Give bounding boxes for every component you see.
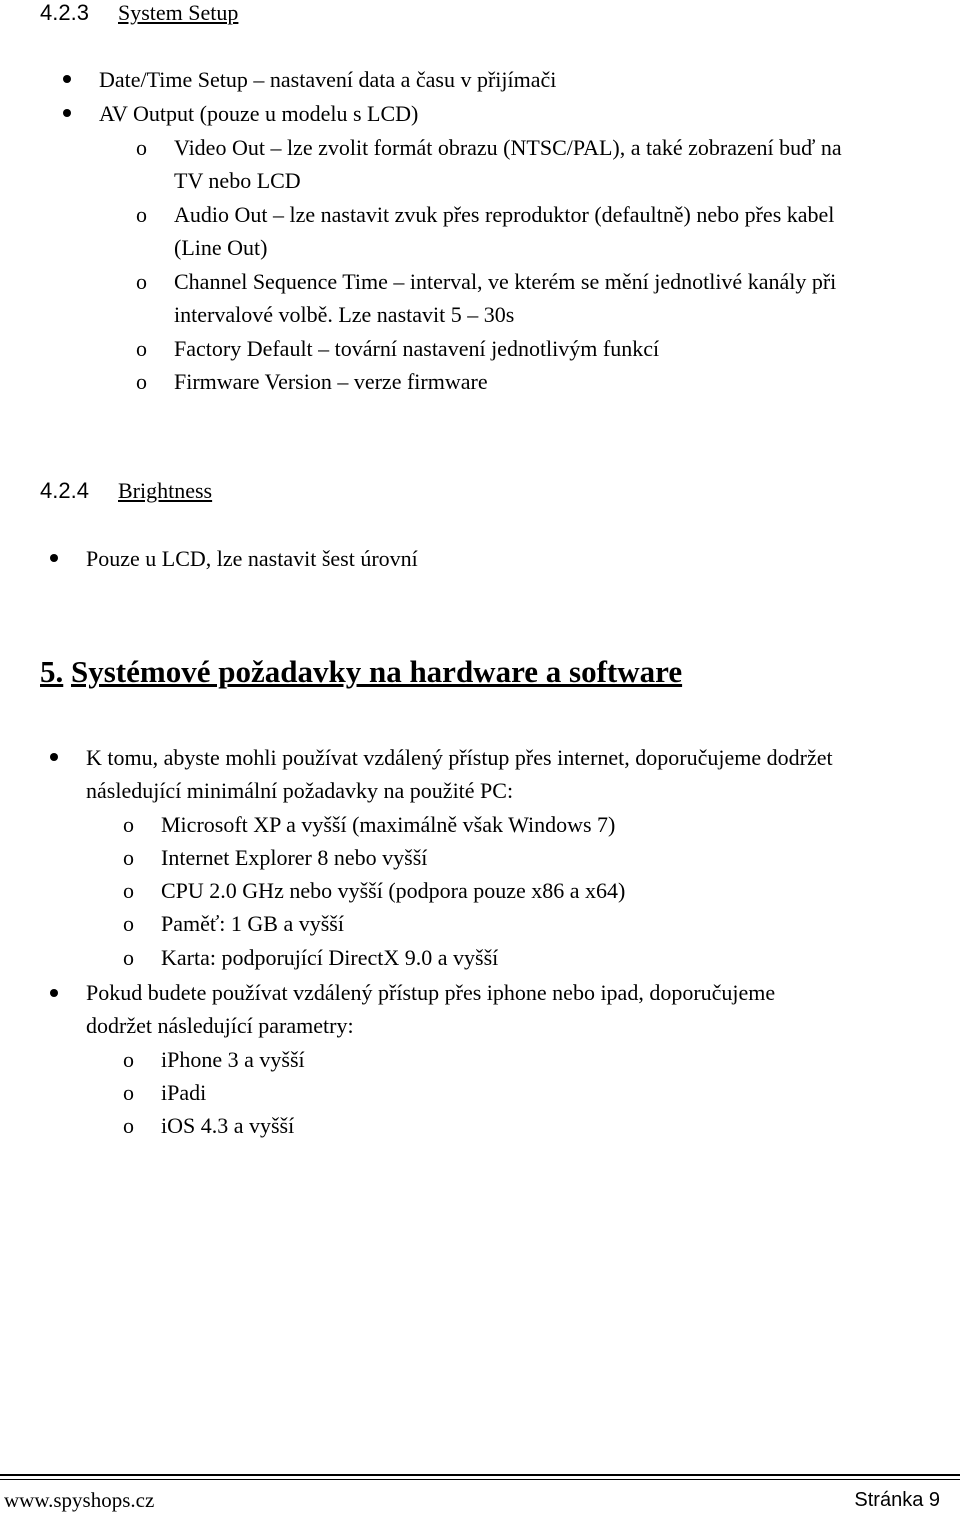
list-item: AV Output (pouze u modelu s LCD) bbox=[99, 101, 419, 126]
section-title-brightness: Brightness bbox=[118, 478, 213, 503]
sub-bullet-marker: o bbox=[136, 269, 147, 294]
section-title-system-setup: System Setup bbox=[118, 0, 239, 25]
sub-list-item-cont: (Line Out) bbox=[174, 235, 268, 260]
bullet-icon bbox=[50, 989, 58, 997]
list-item: Date/Time Setup – nastavení data a času v přijímači bbox=[99, 67, 557, 92]
sub-list-item-cont: intervalové volbě. Lze nastavit 5 – 30s bbox=[174, 302, 515, 327]
footer-page-number: Stránka 9 bbox=[854, 1489, 940, 1511]
sub-bullet-marker: o bbox=[123, 945, 134, 970]
sub-list-item-cont: TV nebo LCD bbox=[174, 168, 301, 193]
sub-bullet-marker: o bbox=[136, 336, 147, 361]
list-item: Pouze u LCD, lze nastavit šest úrovní bbox=[86, 546, 418, 571]
list-item: Pokud budete používat vzdálený přístup přes iphone nebo ipad, doporučujeme bbox=[86, 980, 776, 1005]
sub-list-item: CPU 2.0 GHz nebo vyšší (podpora pouze x86 a x64) bbox=[161, 878, 626, 903]
section-number-4-2-3: 4.2.3 bbox=[40, 0, 89, 25]
bullet-icon bbox=[63, 109, 71, 117]
chapter-title: Systémové požadavky na hardware a software bbox=[71, 654, 683, 689]
sub-list-item: iOS 4.3 a vyšší bbox=[161, 1113, 295, 1138]
sub-list-item: Video Out – lze zvolit formát obrazu (NTSC/PAL), a také zobrazení buď na bbox=[174, 135, 842, 160]
sub-bullet-marker: o bbox=[123, 1113, 134, 1138]
list-item-cont: následující minimální požadavky na použité PC: bbox=[86, 778, 514, 803]
sub-bullet-marker: o bbox=[123, 911, 134, 936]
sub-list-item: Karta: podporující DirectX 9.0 a vyšší bbox=[161, 945, 499, 970]
chapter-number: 5. bbox=[40, 654, 64, 689]
list-item: K tomu, abyste mohli používat vzdálený přístup přes internet, doporučujeme dodržet bbox=[86, 745, 833, 770]
sub-list-item: Internet Explorer 8 nebo vyšší bbox=[161, 845, 428, 870]
bullet-icon bbox=[50, 554, 58, 562]
sub-list-item: iPadi bbox=[161, 1080, 207, 1105]
sub-list-item: Audio Out – lze nastavit zvuk přes reproduktor (defaultně) nebo přes kabel bbox=[174, 202, 835, 227]
sub-bullet-marker: o bbox=[123, 1047, 134, 1072]
sub-list-item: Firmware Version – verze firmware bbox=[174, 369, 488, 394]
footer-divider-thin bbox=[0, 1479, 960, 1480]
footer-website: www.spyshops.cz bbox=[4, 1488, 155, 1512]
section-number-4-2-4: 4.2.4 bbox=[40, 478, 89, 503]
sub-list-item: Factory Default – tovární nastavení jednotlivým funkcí bbox=[174, 336, 660, 361]
sub-bullet-marker: o bbox=[123, 812, 134, 837]
sub-bullet-marker: o bbox=[123, 878, 134, 903]
sub-bullet-marker: o bbox=[136, 135, 147, 160]
sub-list-item: Microsoft XP a vyšší (maximálně však Windows 7) bbox=[161, 812, 616, 837]
sub-bullet-marker: o bbox=[123, 845, 134, 870]
list-item-cont: dodržet následující parametry: bbox=[86, 1013, 354, 1038]
footer-divider bbox=[0, 1474, 960, 1476]
sub-list-item: iPhone 3 a vyšší bbox=[161, 1047, 305, 1072]
bullet-icon bbox=[50, 753, 58, 761]
sub-list-item: Paměť: 1 GB a vyšší bbox=[161, 911, 344, 936]
bullet-icon bbox=[63, 75, 71, 83]
sub-list-item: Channel Sequence Time – interval, ve kterém se mění jednotlivé kanály při bbox=[174, 269, 837, 294]
sub-bullet-marker: o bbox=[123, 1080, 134, 1105]
sub-bullet-marker: o bbox=[136, 369, 147, 394]
chapter-heading bbox=[40, 654, 682, 690]
sub-bullet-marker: o bbox=[136, 202, 147, 227]
